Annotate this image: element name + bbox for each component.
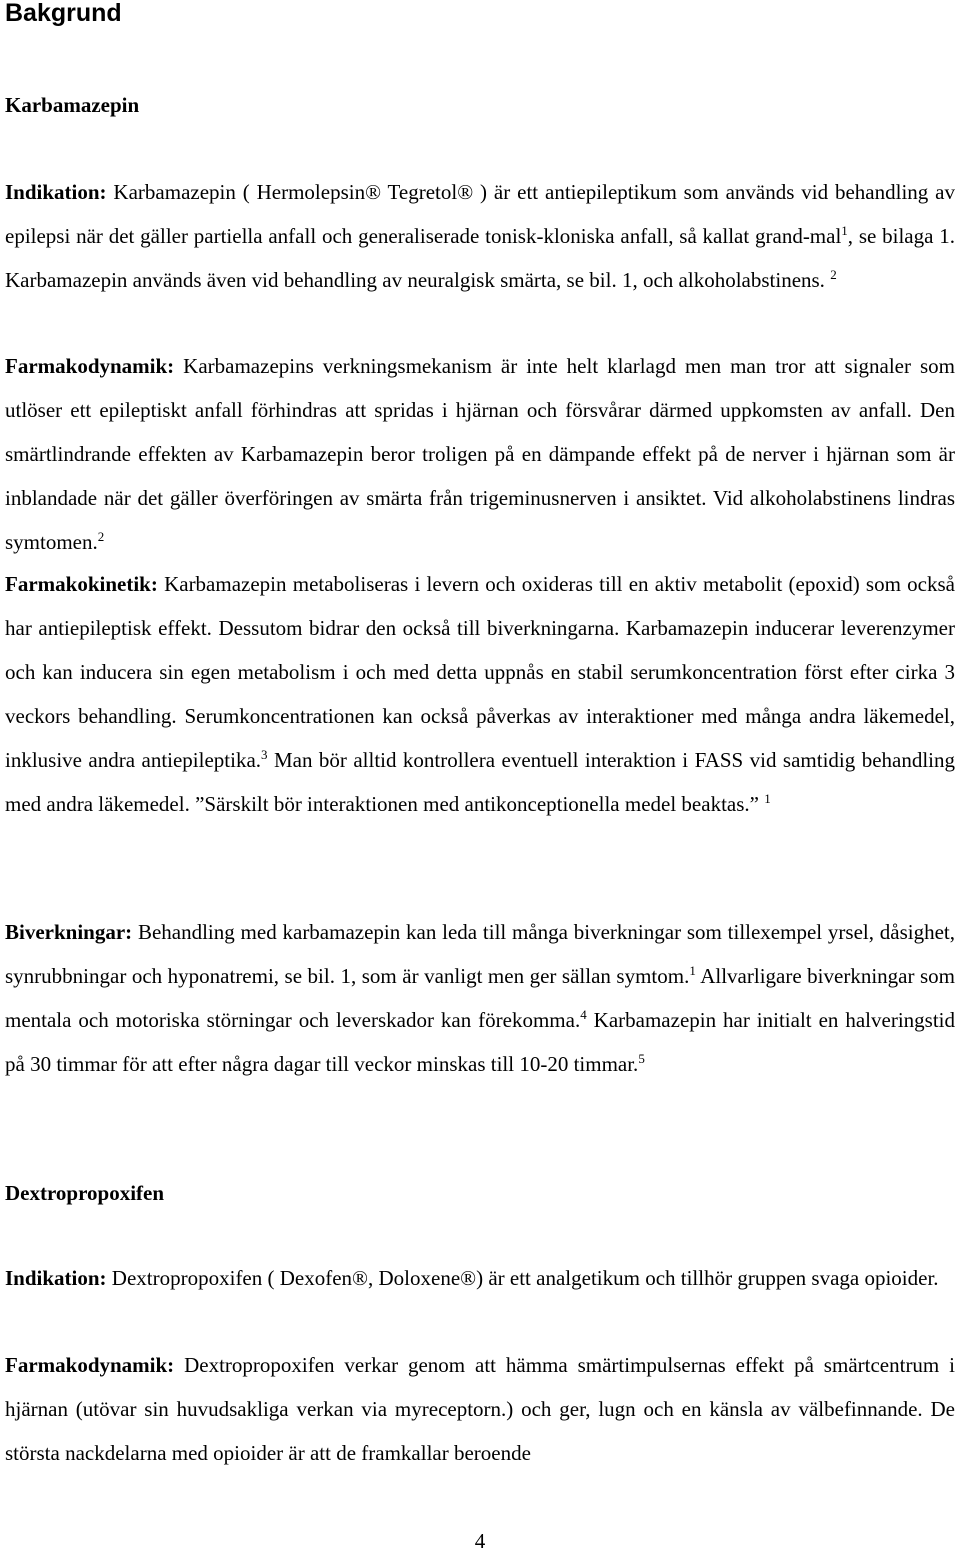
paragraph-label: Indikation: [5,180,107,204]
footnote-ref: 5 [638,1051,645,1066]
section-title-dextropropoxifen: Dextropropoxifen [5,1181,165,1205]
paragraph-text: Allvarligare biverkningar som mentala och motoriska störningar och leverskador kan förekomma. [5,964,955,1032]
page-heading: Bakgrund [5,0,122,27]
page-number: 4 [474,1529,486,1553]
paragraph-label: Biverkningar: [5,920,133,944]
paragraph-indikation-karbamazepin [5,170,955,302]
footnote-ref: 4 [580,1007,587,1022]
footnote-ref: 2 [830,267,837,282]
paragraph-text: Karbamazepin ( Hermolepsin® Tegretol® ) är ett antiepileptikum som används vid behandling av epilepsi när det gäller partiella anfall och generaliserade tonisk-kloniska anfall, så kallat grand-mal [5,180,955,248]
paragraph-farmakodynamik-karbamazepin [5,344,955,564]
paragraph-label: Farmakodynamik: [5,354,175,378]
paragraph-text: , se bilaga 1. Karbamazepin används även vid behandling av neuralgisk smärta, se bil. 1, och alkoholabstinens. [5,224,955,292]
paragraph-farmakodynamik-dextropropoxifen [5,1343,955,1475]
paragraph-text: Dextropropoxifen ( Dexofen®, Doloxene®) är ett analgetikum och tillhör gruppen svaga opioider. [106,1266,939,1290]
paragraph-text: Dextropropoxifen verkar genom att hämma smärtimpulsernas effekt på smärtcentrum i hjärnan (utövar sin huvudsakliga verkan via myreceptorn.) och ger, lugn och en känsla av välbefinnande. De största nackdelarna med opioider är att de framkallar beroende [5,1353,955,1465]
footnote-ref: 3 [261,747,268,762]
paragraph-text: Karbamazepin har initialt en halveringstid på 30 timmar för att efter några dagar till veckor minskas till 10-20 timmar. [5,1008,955,1076]
paragraph-text: Behandling med karbamazepin kan leda till många biverkningar som tillexempel yrsel, dåsighet, synrubbningar och hyponatremi, se bil. 1, som är vanligt men ger sällan symtom. [5,920,955,988]
paragraph-indikation-dextropropoxifen [5,1256,955,1300]
paragraph-label: Farmakodynamik: [5,1353,175,1377]
paragraph-farmakokinetik-karbamazepin [5,562,955,826]
footnote-ref: 1 [764,791,771,806]
paragraph-biverkningar-karbamazepin [5,910,955,1086]
paragraph-text: Karbamazepin metaboliseras i levern och oxideras till en aktiv metabolit (epoxid) som också har antiepileptisk effekt. Dessutom bidrar den också till biverkningarna. Karbamazepin inducerar leverenzymer och kan inducera sin egen metabolism i och med detta uppnås en stabil serumkoncentration först efter cirka 3 veckors behandling. Serumkoncentrationen kan också påverkas av interaktioner med många andra läkemedel, inklusive andra antiepileptika. [5,572,955,772]
footnote-ref: 1 [689,963,696,978]
footnote-ref: 1 [841,223,848,238]
paragraph-text: Karbamazepins verkningsmekanism är inte helt klarlagd men man tror att signaler som utlöser ett epileptiskt anfall förhindras att spridas i hjärnan och försvårar därmed uppkomsten av anfall. Den smärtlindrande effekten av Karbamazepin beror troligen på en dämpande effekt på de nerver i hjärnan som är inblandade när det gäller överföringen av smärta från trigeminusnerven i ansiktet. Vid alkoholabstinens lindras symtomen. [5,354,955,554]
footnote-ref: 2 [97,529,105,544]
section-title-karbamazepin: Karbamazepin [5,93,140,117]
paragraph-text: Man bör alltid kontrollera eventuell interaktion i FASS vid samtidig behandling med andra läkemedel. ”Särskilt bör interaktionen med antikonceptionella medel beaktas.” [5,748,956,816]
paragraph-label: Farmakokinetik: [5,572,158,596]
paragraph-label: Indikation: [5,1266,107,1290]
